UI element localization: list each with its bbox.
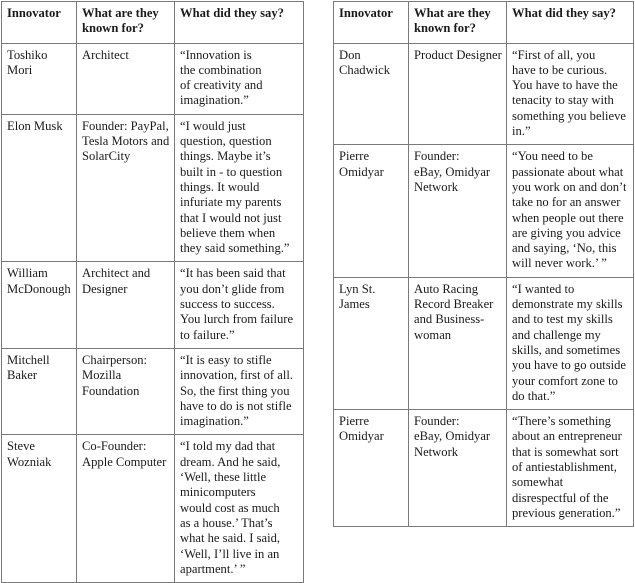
known-for: Architect and Designer bbox=[77, 262, 175, 348]
innovators-table-right bbox=[333, 1, 634, 527]
quote: “I would just question, question things. Maybe it’s built in - to question things. It would infuriate my parents that I would not just believe them when they said something.” bbox=[175, 114, 304, 262]
innovators-table-left bbox=[1, 1, 304, 583]
innovator-name: Lyn St. James bbox=[334, 277, 409, 409]
header-quote: What did they say? bbox=[175, 2, 304, 44]
header-innovator: Innovator bbox=[2, 2, 77, 44]
table-row bbox=[2, 435, 304, 583]
table-row bbox=[334, 277, 634, 409]
table-row bbox=[2, 348, 304, 434]
innovator-name: Mitchell Baker bbox=[2, 348, 77, 434]
quote: “First of all, you have to be curious. You have to have the tenacity to stay with something you believe in.” bbox=[507, 43, 634, 145]
table-row bbox=[2, 114, 304, 262]
quote: “It is easy to stifle innovation, first of all. So, the first thing you have to do is not stifle imagination.” bbox=[175, 348, 304, 434]
innovator-name: William McDonough bbox=[2, 262, 77, 348]
table-row bbox=[334, 145, 634, 277]
header-known-for: What are they known for? bbox=[77, 2, 175, 44]
innovator-name: Pierre Omidyar bbox=[334, 410, 409, 527]
known-for: Co-Founder: Apple Computer bbox=[77, 435, 175, 583]
innovator-name: Toshiko Mori bbox=[2, 43, 77, 114]
known-for: Product Designer bbox=[409, 43, 507, 145]
header-known-for: What are they known for? bbox=[409, 2, 507, 44]
table-row bbox=[2, 43, 304, 114]
quote: “I wanted to demonstrate my skills and to test my skills and challenge my skills, and sometimes you have to go outside your comfort zone to do that.” bbox=[507, 277, 634, 409]
known-for: Founder: eBay, Omidyar Network bbox=[409, 410, 507, 527]
quote: “Innovation is the combination of creativity and imagination.” bbox=[175, 43, 304, 114]
known-for: Auto Racing Record Breaker and Business- woman bbox=[409, 277, 507, 409]
quote: “It has been said that you don’t glide from success to success. You lurch from failure to failure.” bbox=[175, 262, 304, 348]
header-row bbox=[2, 2, 304, 44]
header-row bbox=[334, 2, 634, 44]
known-for: Chairperson: Mozilla Foundation bbox=[77, 348, 175, 434]
quote: “There’s something about an entrepreneur that is somewhat sort of antiestablishment, somewhat disrespectful of the previous generation.” bbox=[507, 410, 634, 527]
innovator-name: Don Chadwick bbox=[334, 43, 409, 145]
innovator-name: Steve Wozniak bbox=[2, 435, 77, 583]
quote: “I told my dad that dream. And he said, ‘Well, these little minicomputers would cost as much as a house.’ That’s what he said. I said, ‘Well, I’ll live in an apartment.’ ” bbox=[175, 435, 304, 583]
known-for: Founder: eBay, Omidyar Network bbox=[409, 145, 507, 277]
known-for: Architect bbox=[77, 43, 175, 114]
innovator-name: Pierre Omidyar bbox=[334, 145, 409, 277]
table-row bbox=[2, 262, 304, 348]
innovator-name: Elon Musk bbox=[2, 114, 77, 262]
table-row bbox=[334, 410, 634, 527]
table-row bbox=[334, 43, 634, 145]
header-quote: What did they say? bbox=[507, 2, 634, 44]
header-innovator: Innovator bbox=[334, 2, 409, 44]
known-for: Founder: PayPal, Tesla Motors and SolarCity bbox=[77, 114, 175, 262]
quote: “You need to be passionate about what you work on and don’t take no for an answer when people out there are giving you advice and saying, ‘No, this will never work.’ ” bbox=[507, 145, 634, 277]
